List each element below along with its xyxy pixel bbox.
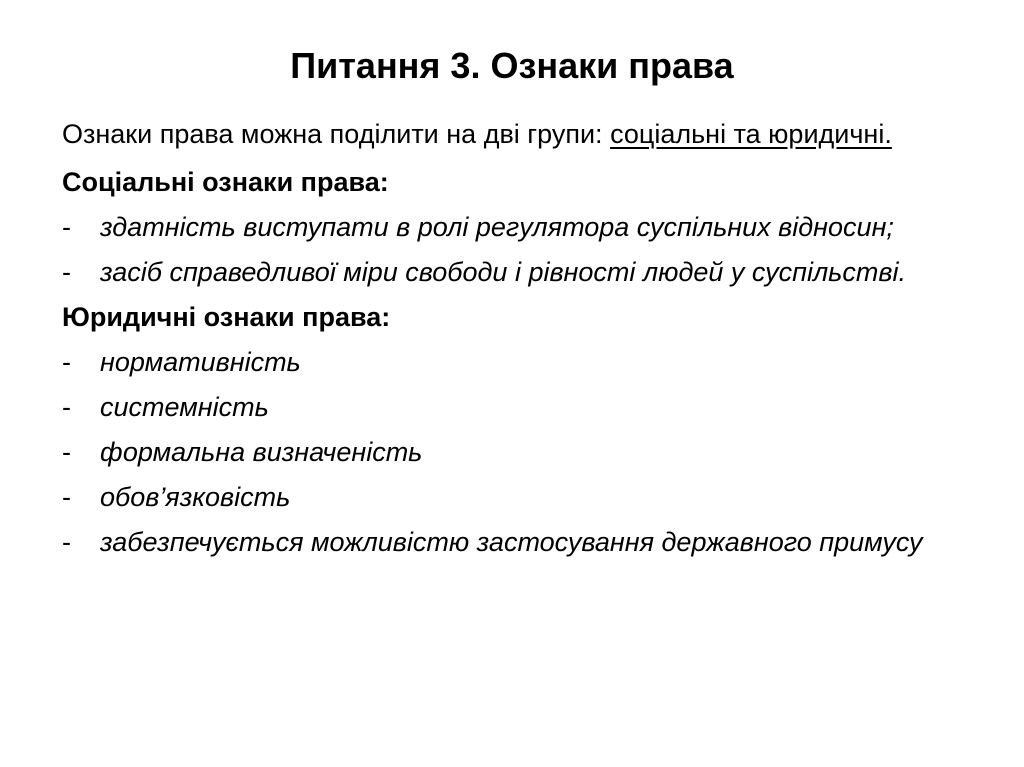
list-item [62,389,962,425]
bullet-dash: - [62,437,71,467]
bullet-dash: - [62,482,71,512]
social-item-text: засіб справедливої міри свободи і рівності людей у суспільстві. [100,257,906,287]
list-item [62,479,962,515]
list-item [62,254,962,290]
legal-item-text: системність [100,392,269,422]
legal-heading: Юридичні ознаки права: [62,302,391,332]
intro-underlined-text: соціальні та юридичні. [610,119,892,149]
legal-item-text: нормативність [100,347,301,377]
social-item-text: здатність виступати в ролі регулятора суспільних відносин; [100,212,894,242]
bullet-dash: - [62,347,71,377]
social-heading: Соціальні ознаки права: [62,167,389,197]
list-item [62,344,962,380]
list-item [62,524,962,560]
list-item [62,434,962,470]
bullet-dash: - [62,212,71,242]
legal-item-text: обов’язковість [100,482,291,512]
slide-content [62,116,962,569]
list-item [62,209,962,245]
legal-item-text: забезпечується можливістю застосування державного примусу [100,527,923,557]
bullet-dash: - [62,527,71,557]
legal-item-text: формальна визначеність [100,437,423,467]
intro-paragraph [62,116,962,152]
intro-text: Ознаки права можна поділити на дві групи: [62,119,611,149]
slide-title: Питання 3. Ознаки права [290,45,734,86]
bullet-dash: - [62,392,71,422]
bullet-dash: - [62,257,71,287]
